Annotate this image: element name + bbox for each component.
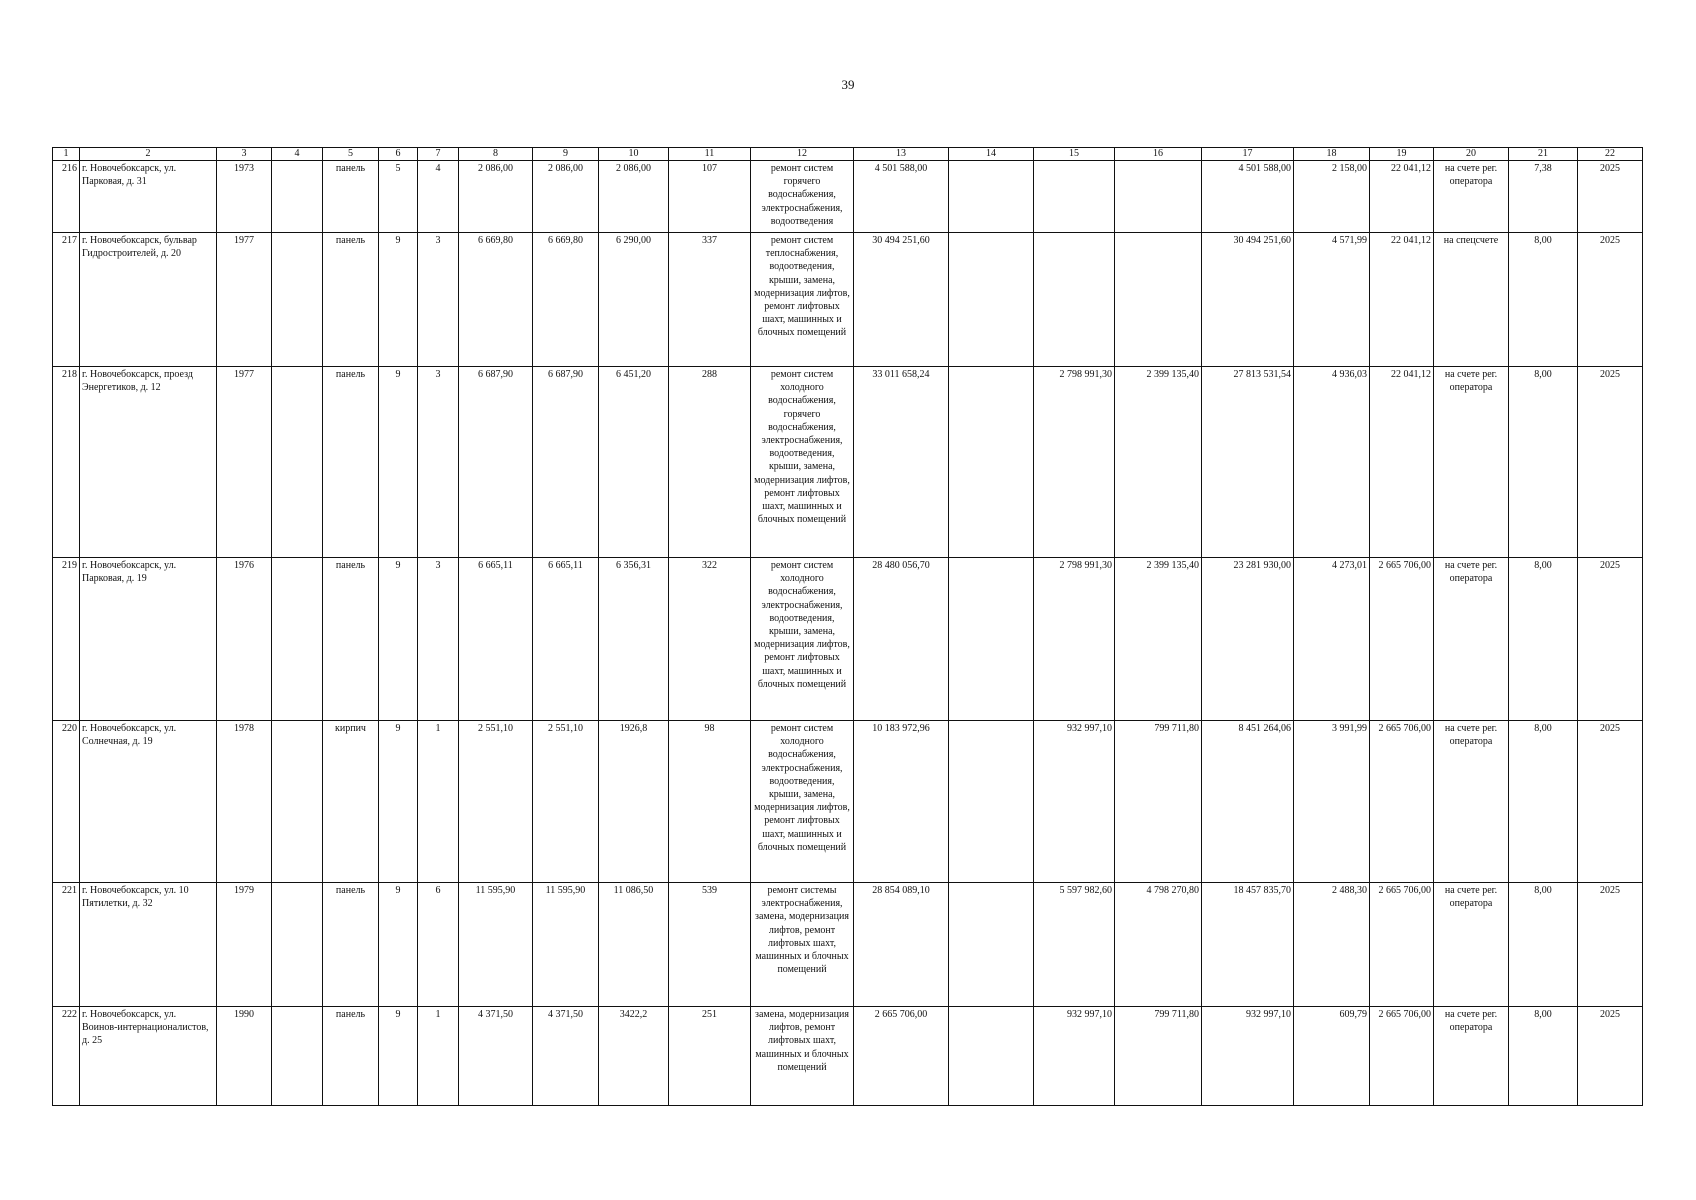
col17-cell: 4 501 588,00 (1202, 161, 1294, 233)
column-header: 15 (1034, 148, 1115, 161)
col15-cell: 2 798 991,30 (1034, 367, 1115, 558)
year-cell: 1978 (217, 721, 272, 883)
premises-area-cell: 11 595,90 (533, 883, 599, 1007)
wall-material-cell: кирпич (323, 721, 379, 883)
column-header: 19 (1370, 148, 1434, 161)
col19-cell: 22 041,12 (1370, 233, 1434, 367)
funding-account-cell: на счете рег. оператора (1434, 367, 1509, 558)
wall-material-cell: панель (323, 558, 379, 721)
col18-cell: 2 158,00 (1294, 161, 1370, 233)
col14-cell (949, 1007, 1034, 1106)
col4-cell (272, 721, 323, 883)
premises-area-cell: 6 665,11 (533, 558, 599, 721)
wall-material-cell: панель (323, 161, 379, 233)
row-number: 220 (53, 721, 80, 883)
total-cost-cell: 30 494 251,60 (854, 233, 949, 367)
premises-area-cell: 2 086,00 (533, 161, 599, 233)
floors-cell: 9 (379, 367, 418, 558)
total-cost-cell: 4 501 588,00 (854, 161, 949, 233)
residential-area-cell: 6 451,20 (599, 367, 669, 558)
col16-cell (1115, 161, 1202, 233)
col16-cell: 2 399 135,40 (1115, 558, 1202, 721)
column-header: 21 (1509, 148, 1578, 161)
table-row (53, 721, 1643, 883)
wall-material-cell: панель (323, 1007, 379, 1106)
col21-cell: 8,00 (1509, 721, 1578, 883)
col19-cell: 22 041,12 (1370, 367, 1434, 558)
col15-cell (1034, 233, 1115, 367)
total-area-cell: 6 687,90 (459, 367, 533, 558)
funding-account-cell: на счете рег. оператора (1434, 1007, 1509, 1106)
floors-cell: 9 (379, 1007, 418, 1106)
total-cost-cell: 10 183 972,96 (854, 721, 949, 883)
total-area-cell: 2 551,10 (459, 721, 533, 883)
col15-cell (1034, 161, 1115, 233)
funding-account-cell: на счете рег. оператора (1434, 883, 1509, 1007)
address-cell: г. Новочебоксарск, проезд Энергетиков, д. 12 (80, 367, 217, 558)
residential-area-cell: 1926,8 (599, 721, 669, 883)
floors-cell: 5 (379, 161, 418, 233)
column-header: 12 (751, 148, 854, 161)
floors-cell: 9 (379, 883, 418, 1007)
year-cell: 1979 (217, 883, 272, 1007)
residents-cell: 322 (669, 558, 751, 721)
year-planned-cell: 2025 (1578, 367, 1643, 558)
col18-cell: 4 936,03 (1294, 367, 1370, 558)
column-header: 10 (599, 148, 669, 161)
col14-cell (949, 558, 1034, 721)
col17-cell: 23 281 930,00 (1202, 558, 1294, 721)
col19-cell: 22 041,12 (1370, 161, 1434, 233)
col17-cell: 27 813 531,54 (1202, 367, 1294, 558)
total-area-cell: 6 669,80 (459, 233, 533, 367)
table-row (53, 1007, 1643, 1106)
row-number: 222 (53, 1007, 80, 1106)
table-row (53, 233, 1643, 367)
col14-cell (949, 721, 1034, 883)
year-planned-cell: 2025 (1578, 558, 1643, 721)
col21-cell: 8,00 (1509, 367, 1578, 558)
year-planned-cell: 2025 (1578, 161, 1643, 233)
row-number: 219 (53, 558, 80, 721)
col17-cell: 30 494 251,60 (1202, 233, 1294, 367)
address-cell: г. Новочебоксарск, ул. Парковая, д. 19 (80, 558, 217, 721)
table-body (53, 161, 1643, 1106)
col4-cell (272, 161, 323, 233)
year-planned-cell: 2025 (1578, 233, 1643, 367)
total-cost-cell: 2 665 706,00 (854, 1007, 949, 1106)
residential-area-cell: 3422,2 (599, 1007, 669, 1106)
col14-cell (949, 367, 1034, 558)
row-number: 217 (53, 233, 80, 367)
column-header: 16 (1115, 148, 1202, 161)
floors-cell: 9 (379, 721, 418, 883)
col4-cell (272, 883, 323, 1007)
wall-material-cell: панель (323, 883, 379, 1007)
table-row (53, 883, 1643, 1007)
funding-account-cell: на счете рег. оператора (1434, 721, 1509, 883)
column-header: 6 (379, 148, 418, 161)
entrances-cell: 6 (418, 883, 459, 1007)
col16-cell: 2 399 135,40 (1115, 367, 1202, 558)
col15-cell: 2 798 991,30 (1034, 558, 1115, 721)
total-area-cell: 6 665,11 (459, 558, 533, 721)
entrances-cell: 1 (418, 721, 459, 883)
address-cell: г. Новочебоксарск, ул. Воинов-интернационалистов, д. 25 (80, 1007, 217, 1106)
repair-works-cell: ремонт систем горячего водоснабжения, электроснабжения, водоотведения (751, 161, 854, 233)
column-header: 3 (217, 148, 272, 161)
total-cost-cell: 28 480 056,70 (854, 558, 949, 721)
col16-cell: 799 711,80 (1115, 1007, 1202, 1106)
residents-cell: 107 (669, 161, 751, 233)
repair-works-cell: ремонт систем холодного водоснабжения, электроснабжения, водоотведения, крыши, замена, модернизация лифтов, ремонт лифтовых шахт, машинных и блочных помещений (751, 558, 854, 721)
column-header: 17 (1202, 148, 1294, 161)
year-cell: 1976 (217, 558, 272, 721)
col17-cell: 8 451 264,06 (1202, 721, 1294, 883)
col16-cell: 799 711,80 (1115, 721, 1202, 883)
funding-account-cell: на счете рег. оператора (1434, 558, 1509, 721)
residential-area-cell: 11 086,50 (599, 883, 669, 1007)
repair-works-cell: ремонт систем теплоснабжения, водоотведения, крыши, замена, модернизация лифтов, ремонт лифтовых шахт, машинных и блочных помещений (751, 233, 854, 367)
table-row (53, 558, 1643, 721)
premises-area-cell: 4 371,50 (533, 1007, 599, 1106)
year-cell: 1977 (217, 233, 272, 367)
entrances-cell: 3 (418, 233, 459, 367)
residential-area-cell: 6 290,00 (599, 233, 669, 367)
col19-cell: 2 665 706,00 (1370, 883, 1434, 1007)
entrances-cell: 3 (418, 367, 459, 558)
total-area-cell: 2 086,00 (459, 161, 533, 233)
year-planned-cell: 2025 (1578, 721, 1643, 883)
column-header: 9 (533, 148, 599, 161)
col15-cell: 932 997,10 (1034, 1007, 1115, 1106)
repair-works-cell: ремонт системы электроснабжения, замена, модернизация лифтов, ремонт лифтовых шахт, машинных и блочных помещений (751, 883, 854, 1007)
floors-cell: 9 (379, 233, 418, 367)
col21-cell: 7,38 (1509, 161, 1578, 233)
column-header: 14 (949, 148, 1034, 161)
col14-cell (949, 883, 1034, 1007)
col15-cell: 5 597 982,60 (1034, 883, 1115, 1007)
address-cell: г. Новочебоксарск, бульвар Гидростроителей, д. 20 (80, 233, 217, 367)
col18-cell: 2 488,30 (1294, 883, 1370, 1007)
col19-cell: 2 665 706,00 (1370, 1007, 1434, 1106)
total-cost-cell: 28 854 089,10 (854, 883, 949, 1007)
residents-cell: 539 (669, 883, 751, 1007)
col19-cell: 2 665 706,00 (1370, 721, 1434, 883)
total-area-cell: 11 595,90 (459, 883, 533, 1007)
entrances-cell: 4 (418, 161, 459, 233)
column-header: 2 (80, 148, 217, 161)
total-area-cell: 4 371,50 (459, 1007, 533, 1106)
col18-cell: 4 273,01 (1294, 558, 1370, 721)
table-header (53, 148, 1643, 161)
repair-works-cell: ремонт систем холодного водоснабжения, электроснабжения, водоотведения, крыши, замена, модернизация лифтов, ремонт лифтовых шахт, машинных и блочных помещений (751, 721, 854, 883)
row-number: 218 (53, 367, 80, 558)
col17-cell: 18 457 835,70 (1202, 883, 1294, 1007)
col18-cell: 3 991,99 (1294, 721, 1370, 883)
residential-area-cell: 2 086,00 (599, 161, 669, 233)
column-header: 1 (53, 148, 80, 161)
col14-cell (949, 161, 1034, 233)
funding-account-cell: на счете рег. оператора (1434, 161, 1509, 233)
col19-cell: 2 665 706,00 (1370, 558, 1434, 721)
premises-area-cell: 6 687,90 (533, 367, 599, 558)
residential-area-cell: 6 356,31 (599, 558, 669, 721)
residents-cell: 337 (669, 233, 751, 367)
funding-account-cell: на спецсчете (1434, 233, 1509, 367)
table-row (53, 161, 1643, 233)
col16-cell (1115, 233, 1202, 367)
column-header: 13 (854, 148, 949, 161)
address-cell: г. Новочебоксарск, ул. 10 Пятилетки, д. 32 (80, 883, 217, 1007)
residents-cell: 98 (669, 721, 751, 883)
col17-cell: 932 997,10 (1202, 1007, 1294, 1106)
address-cell: г. Новочебоксарск, ул. Парковая, д. 31 (80, 161, 217, 233)
repair-works-cell: замена, модернизация лифтов, ремонт лифтовых шахт, машинных и блочных помещений (751, 1007, 854, 1106)
year-planned-cell: 2025 (1578, 883, 1643, 1007)
year-cell: 1990 (217, 1007, 272, 1106)
col4-cell (272, 367, 323, 558)
col4-cell (272, 558, 323, 721)
residents-cell: 288 (669, 367, 751, 558)
total-cost-cell: 33 011 658,24 (854, 367, 949, 558)
column-header: 4 (272, 148, 323, 161)
column-header: 7 (418, 148, 459, 161)
column-header: 18 (1294, 148, 1370, 161)
col4-cell (272, 1007, 323, 1106)
page-number: 39 (841, 77, 855, 92)
address-cell: г. Новочебоксарск, ул. Солнечная, д. 19 (80, 721, 217, 883)
col14-cell (949, 233, 1034, 367)
floors-cell: 9 (379, 558, 418, 721)
table-row (53, 367, 1643, 558)
year-cell: 1973 (217, 161, 272, 233)
col18-cell: 4 571,99 (1294, 233, 1370, 367)
year-cell: 1977 (217, 367, 272, 558)
premises-area-cell: 6 669,80 (533, 233, 599, 367)
residents-cell: 251 (669, 1007, 751, 1106)
col21-cell: 8,00 (1509, 883, 1578, 1007)
col16-cell: 4 798 270,80 (1115, 883, 1202, 1007)
capital-repair-table (52, 147, 1643, 1106)
entrances-cell: 3 (418, 558, 459, 721)
col15-cell: 932 997,10 (1034, 721, 1115, 883)
column-header: 5 (323, 148, 379, 161)
column-header: 20 (1434, 148, 1509, 161)
repair-works-cell: ремонт систем холодного водоснабжения, горячего водоснабжения, электроснабжения, водоотведения, крыши, замена, модернизация лифтов, ремонт лифтовых шахт, машинных и блочных помещений (751, 367, 854, 558)
wall-material-cell: панель (323, 367, 379, 558)
premises-area-cell: 2 551,10 (533, 721, 599, 883)
column-header: 11 (669, 148, 751, 161)
col4-cell (272, 233, 323, 367)
row-number: 221 (53, 883, 80, 1007)
col18-cell: 609,79 (1294, 1007, 1370, 1106)
column-header: 8 (459, 148, 533, 161)
row-number: 216 (53, 161, 80, 233)
wall-material-cell: панель (323, 233, 379, 367)
column-header: 22 (1578, 148, 1643, 161)
col21-cell: 8,00 (1509, 1007, 1578, 1106)
col21-cell: 8,00 (1509, 558, 1578, 721)
entrances-cell: 1 (418, 1007, 459, 1106)
year-planned-cell: 2025 (1578, 1007, 1643, 1106)
col21-cell: 8,00 (1509, 233, 1578, 367)
